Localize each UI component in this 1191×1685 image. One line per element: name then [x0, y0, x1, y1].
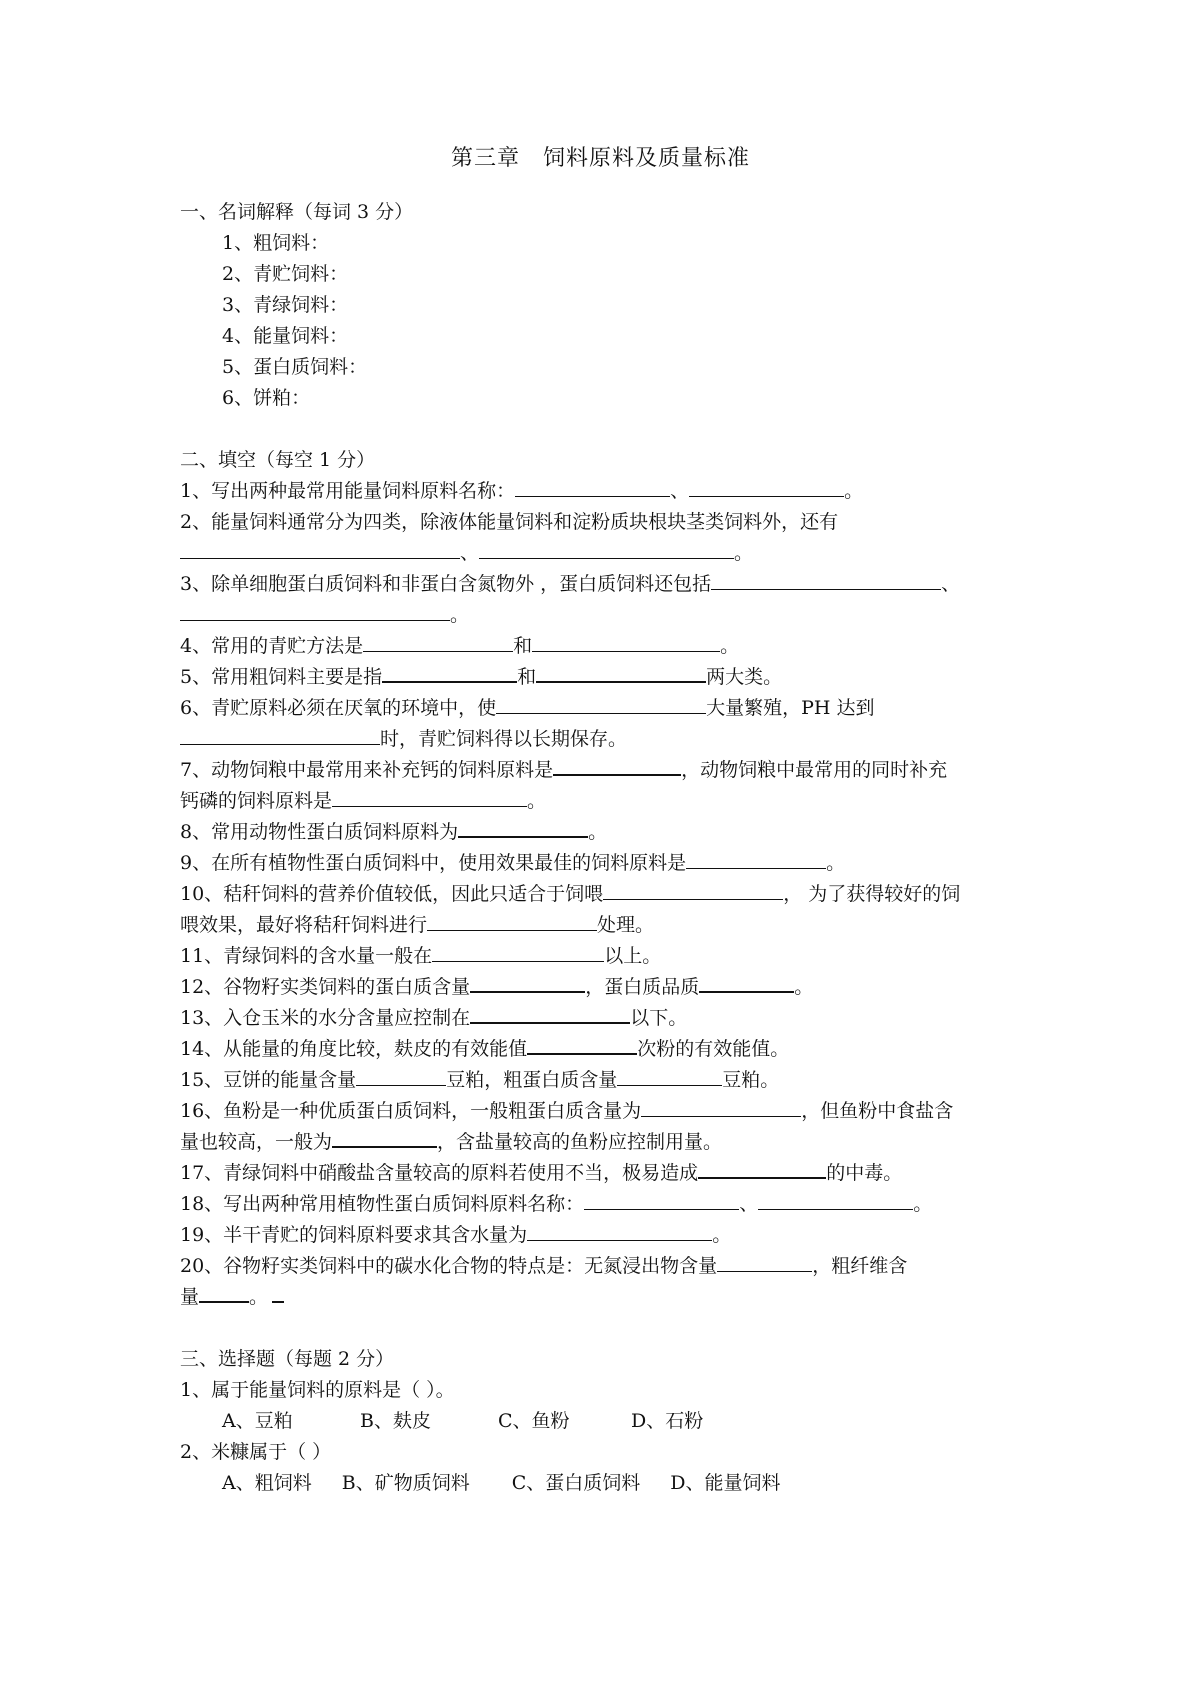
- option-c[interactable]: C、蛋白质饲料: [511, 1472, 641, 1494]
- answer-blank[interactable]: [458, 817, 588, 838]
- option-d[interactable]: D、石粉: [631, 1410, 704, 1432]
- answer-blank[interactable]: [641, 1097, 801, 1117]
- answer-blank[interactable]: [180, 539, 460, 559]
- choice-question-1: 1、属于能量饲料的原料是（ ）。: [180, 1379, 455, 1401]
- fill-question-1: 1、写出两种最常用能量饲料原料名称： 、 。: [180, 476, 1021, 507]
- answer-blank[interactable]: [332, 1127, 437, 1148]
- answer-blank[interactable]: [515, 477, 670, 497]
- answer-blank[interactable]: [363, 632, 513, 652]
- answer-blank[interactable]: [180, 725, 380, 745]
- answer-blank[interactable]: [427, 911, 597, 931]
- section-2-heading: 二、填空（每空 1 分）: [180, 449, 376, 471]
- term-item: 5、蛋白质饲料：: [222, 356, 368, 378]
- answer-blank[interactable]: [199, 1282, 249, 1303]
- fill-question-18: 18、写出两种常用植物性蛋白质饲料原料名称： 、 。: [180, 1189, 1021, 1220]
- fill-question-6: 6、青贮原料必须在厌氧的环境中，使 大量繁殖，PH 达到: [180, 693, 1021, 724]
- fill-question-9: 9、在所有植物性蛋白质饲料中，使用效果最佳的饲料原料是 。: [180, 848, 1021, 879]
- answer-blank[interactable]: [479, 539, 734, 559]
- answer-blank[interactable]: [584, 1190, 739, 1210]
- answer-blank[interactable]: [356, 1066, 446, 1086]
- section-1-heading: 一、名词解释（每词 3 分）: [180, 201, 414, 223]
- fill-question-2: 2、能量饲料通常分为四类，除液体能量饲料和淀粉质块根块茎类饲料外，还有: [180, 511, 839, 533]
- fill-question-11: 11、青绿饲料的含水量一般在 以上。: [180, 941, 1021, 972]
- term-item: 4、能量饲料：: [222, 325, 349, 347]
- document-page: 第三章 饲料原料及质量标准 一、名词解释（每词 3 分） 1、粗饲料： 2、青贮饲料： 3、青绿饲料： 4、能量饲料： 5、蛋白质饲料： 6、饼粕： 二、填空（每空 1 分） 1、写出两种最常用能量饲料原料名称： 、 。 2、能量饲料通常分为四类，除液体能量饲料和淀粉质块根块茎类饲料外，还有 、 。 3、除单细胞蛋白质饲料和非蛋白含氮物外 ，蛋白质饲料还包括 、 。 4、常用的青贮方法是 和 。 5、常用粗饲料主要是指 和 两大类。 6、青贮原料必须在厌氧的环境中，使 大量繁殖，PH 达到 时，青贮饲料得以长期保存。 7、动物饲粮中最常用来补充钙的饲料原料是 ，动物饲粮中最常用的同时补充 钙磷的饲料原料是 。 8、常用动物性蛋白质饲料原料为 。 9、在所有植物性蛋白质饲料中，使用效果最佳的饲料原料是 。 10、秸秆饲料的营养价值较低，因此只适合于饲喂 ， 为了获得较好的饲 喂效果，最好将秸秆饲料进行 处理。 11、青绿饲料的含水量一般在 以上。 12、谷物籽实类饲料的蛋白质含量 ，蛋白质品质 。 13、入仓玉米的水分含量应控制在 以下。 14、从能量的角度比较，麸皮的有效能值 次粉的有效能值。 15、豆饼的能量含量 豆粕，粗蛋白质含量 豆粕。 16、鱼粉是一种优质蛋白质饲料，一般粗蛋白质含量为 ，但鱼粉中食盐含 量也较高，一般为 ，含盐量较高的鱼粉应控制用量。 17、青绿饲料中硝酸盐含量较高的原料若使用不当，极易造成 的中毒。 18、写出两种常用植物性蛋白质饲料原料名称： 、 。 19、半干青贮的饲料原料要求其含水量为 。 20、谷物籽实类饲料中的碳水化合物的特点是：无氮浸出物含量 ，粗纤维含 量 。 三、选择题（每题 2 分） 1、属于能量饲料的原料是（ ）。 A、豆粕 B、麸皮 C、鱼粉 D、石粉 2、米糠属于（ ） A、粗饲料 B、矿物质饲料 C、蛋白质饲料 D、能量饲料: [0, 0, 1191, 1685]
- choice-question-2: 2、米糠属于（ ）: [180, 1441, 332, 1463]
- answer-blank[interactable]: [180, 601, 450, 621]
- term-item: 3、青绿饲料：: [222, 294, 349, 316]
- term-item: 6、饼粕：: [222, 387, 311, 409]
- option-c[interactable]: C、鱼粉: [498, 1410, 570, 1432]
- fill-question-19: 19、半干青贮的饲料原料要求其含水量为 。: [180, 1220, 1021, 1251]
- fill-question-12: 12、谷物籽实类饲料的蛋白质含量 ，蛋白质品质 。: [180, 972, 1021, 1003]
- answer-blank[interactable]: [527, 1034, 637, 1055]
- answer-blank[interactable]: [758, 1190, 913, 1210]
- fill-question-20: 20、谷物籽实类饲料中的碳水化合物的特点是：无氮浸出物含量 ，粗纤维含: [180, 1251, 1021, 1282]
- answer-blank[interactable]: [698, 1158, 826, 1179]
- fill-question-17: 17、青绿饲料中硝酸盐含量较高的原料若使用不当，极易造成 的中毒。: [180, 1158, 1021, 1189]
- answer-blank[interactable]: [617, 1066, 722, 1086]
- section-3-heading: 三、选择题（每题 2 分）: [180, 1348, 395, 1370]
- fill-question-3: 3、除单细胞蛋白质饲料和非蛋白含氮物外 ，蛋白质饲料还包括 、: [180, 569, 1021, 600]
- fill-question-15: 15、豆饼的能量含量 豆粕，粗蛋白质含量 豆粕。: [180, 1065, 1021, 1096]
- answer-blank[interactable]: [532, 632, 720, 652]
- fill-question-8: 8、常用动物性蛋白质饲料原料为 。: [180, 817, 1021, 848]
- answer-blank[interactable]: [332, 787, 527, 807]
- answer-blank[interactable]: [470, 972, 585, 993]
- answer-blank[interactable]: [711, 570, 941, 590]
- chapter-title: 第三章 饲料原料及质量标准: [450, 146, 750, 171]
- answer-blank[interactable]: [470, 1003, 630, 1024]
- option-b[interactable]: B、麸皮: [360, 1410, 431, 1432]
- answer-blank[interactable]: [382, 662, 517, 683]
- fill-question-5: 5、常用粗饲料主要是指 和 两大类。: [180, 662, 1021, 693]
- fill-question-13: 13、入仓玉米的水分含量应控制在 以下。: [180, 1003, 1021, 1034]
- choice-options-2: [180, 1468, 1021, 1499]
- answer-blank[interactable]: [699, 972, 794, 993]
- answer-blank[interactable]: [689, 477, 844, 497]
- answer-blank[interactable]: [432, 942, 604, 962]
- answer-blank[interactable]: [686, 849, 826, 869]
- fill-question-16: 16、鱼粉是一种优质蛋白质饲料，一般粗蛋白质含量为 ，但鱼粉中食盐含: [180, 1096, 1021, 1127]
- option-b[interactable]: B、矿物质饲料: [341, 1472, 470, 1494]
- answer-blank[interactable]: [536, 662, 706, 683]
- option-d[interactable]: D、能量饲料: [670, 1472, 781, 1494]
- option-a[interactable]: A、豆粕: [222, 1410, 293, 1432]
- term-item: 2、青贮饲料：: [222, 263, 349, 285]
- fill-question-14: 14、从能量的角度比较，麸皮的有效能值 次粉的有效能值。: [180, 1034, 1021, 1065]
- answer-blank[interactable]: [496, 694, 706, 714]
- fill-question-7: 7、动物饲粮中最常用来补充钙的饲料原料是 ，动物饲粮中最常用的同时补充: [180, 755, 1021, 786]
- term-item: 1、粗饲料：: [222, 232, 330, 254]
- fill-question-4: 4、常用的青贮方法是 和 。: [180, 631, 1021, 662]
- answer-blank[interactable]: [717, 1252, 812, 1272]
- answer-blank[interactable]: [603, 880, 783, 900]
- fill-question-10: 10、秸秆饲料的营养价值较低，因此只适合于饲喂 ， 为了获得较好的饲: [180, 879, 1021, 910]
- answer-blank[interactable]: [272, 1282, 284, 1303]
- option-a[interactable]: A、粗饲料: [222, 1472, 312, 1494]
- answer-blank[interactable]: [527, 1221, 712, 1241]
- choice-options-1: [180, 1406, 1021, 1437]
- answer-blank[interactable]: [553, 755, 681, 776]
